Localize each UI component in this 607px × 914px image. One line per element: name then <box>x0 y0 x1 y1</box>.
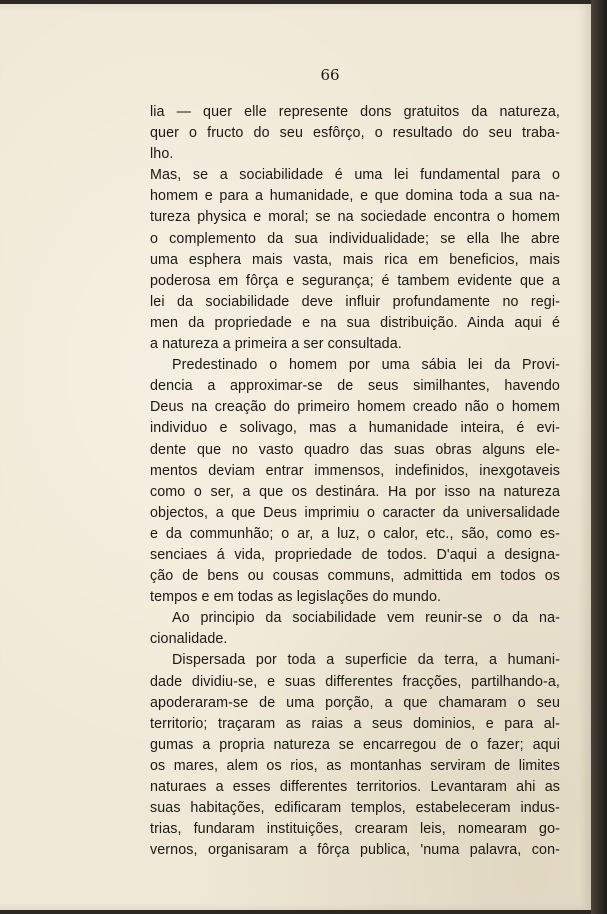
text-line: Mas, se a sociabilidade é uma lei fundamental para o <box>150 167 560 184</box>
text-line: objectos, a que Deus imprimiu o caracter da universalidade <box>150 504 560 521</box>
text-line: uma esphera mais vasta, mais rica em beneficios, mais <box>150 251 560 268</box>
text-line: trias, fundaram instituições, crearam leis, nomearam go- <box>150 821 560 838</box>
text-line: e da communhão; o ar, a luz, o calor, etc., são, como es- <box>150 525 560 542</box>
text-line: poderosa em fôrça e segurança; é tambem evidente que a <box>150 272 560 289</box>
text-line: men da propriedade e na sua distribuição. Ainda aqui é <box>150 314 560 331</box>
text-line: gumas a propria natureza se encarregou de o fazer; aqui <box>150 736 560 753</box>
text-line: apoderaram-se de uma porção, a que chamaram o seu <box>150 694 560 711</box>
text-line: como o ser, a que os destinára. Ha por isso na natureza <box>150 483 560 500</box>
text-line: tempos e em todas as legislações do mundo. <box>150 589 442 606</box>
text-line: mentos deviam entrar immensos, indefinidos, inexgotaveis <box>150 462 560 479</box>
text-line: individuo e solivago, mas a humanidade inteira, é evi- <box>150 420 560 437</box>
text-line: o complemento da sua individualidade; se ella lhe abre <box>150 230 560 247</box>
text-line: Deus na creação do primeiro homem creado não o homem <box>150 399 560 416</box>
text-line: dencia a approximar-se de seus similhantes, havendo <box>150 378 560 395</box>
text-line: suas habitações, edificaram templos, estabeleceram indus- <box>150 800 560 817</box>
body-text <box>150 102 560 861</box>
text-line: vernos, organisaram a fôrça publica, 'numa palavra, con- <box>150 842 560 859</box>
text-line: senciaes á vida, propriedade de todos. D'aqui a designa- <box>150 546 560 563</box>
text-line: naturaes a esses differentes territorios. Levantaram ahi as <box>150 779 560 795</box>
text-line: homem e para a humanidade, e que domina toda a sua na- <box>150 188 560 205</box>
text-line: tureza physica e moral; se na sociedade encontra o homem <box>150 209 560 226</box>
text-line: Dispersada por toda a superficie da terra, a humani- <box>172 652 560 669</box>
text-line: dente que no vasto quadro das suas obras alguns ele- <box>150 441 560 458</box>
text-line: cionalidade. <box>150 631 228 648</box>
text-line: lei da sociabilidade deve influir profundamente no regi- <box>150 293 560 310</box>
text-line: territorio; traçaram as raias a seus dominios, e para al- <box>150 715 560 732</box>
text-line: quer o fructo do seu esfôrço, o resultado do seu traba- <box>150 125 560 142</box>
text-line: Predestinado o homem por uma sábia lei da Provi- <box>172 357 560 374</box>
text-line: a natureza a primeira a ser consultada. <box>150 336 402 353</box>
page-number: 66 <box>320 66 340 84</box>
page-edge-shadow <box>591 0 607 914</box>
text-line: Ao principio da sociabilidade vem reunir-se o da na- <box>172 610 560 627</box>
text-line: ção de bens ou cousas communs, admittida em todos os <box>150 568 560 585</box>
text-line: lia — quer elle represente dons gratuitos da natureza, <box>150 104 560 120</box>
text-line: os mares, alem os rios, as montanhas serviram de limites <box>150 757 560 774</box>
text-line: lho. <box>150 146 174 163</box>
text-line: dade dividiu-se, e suas differentes fracções, partilhando-a, <box>150 673 560 690</box>
